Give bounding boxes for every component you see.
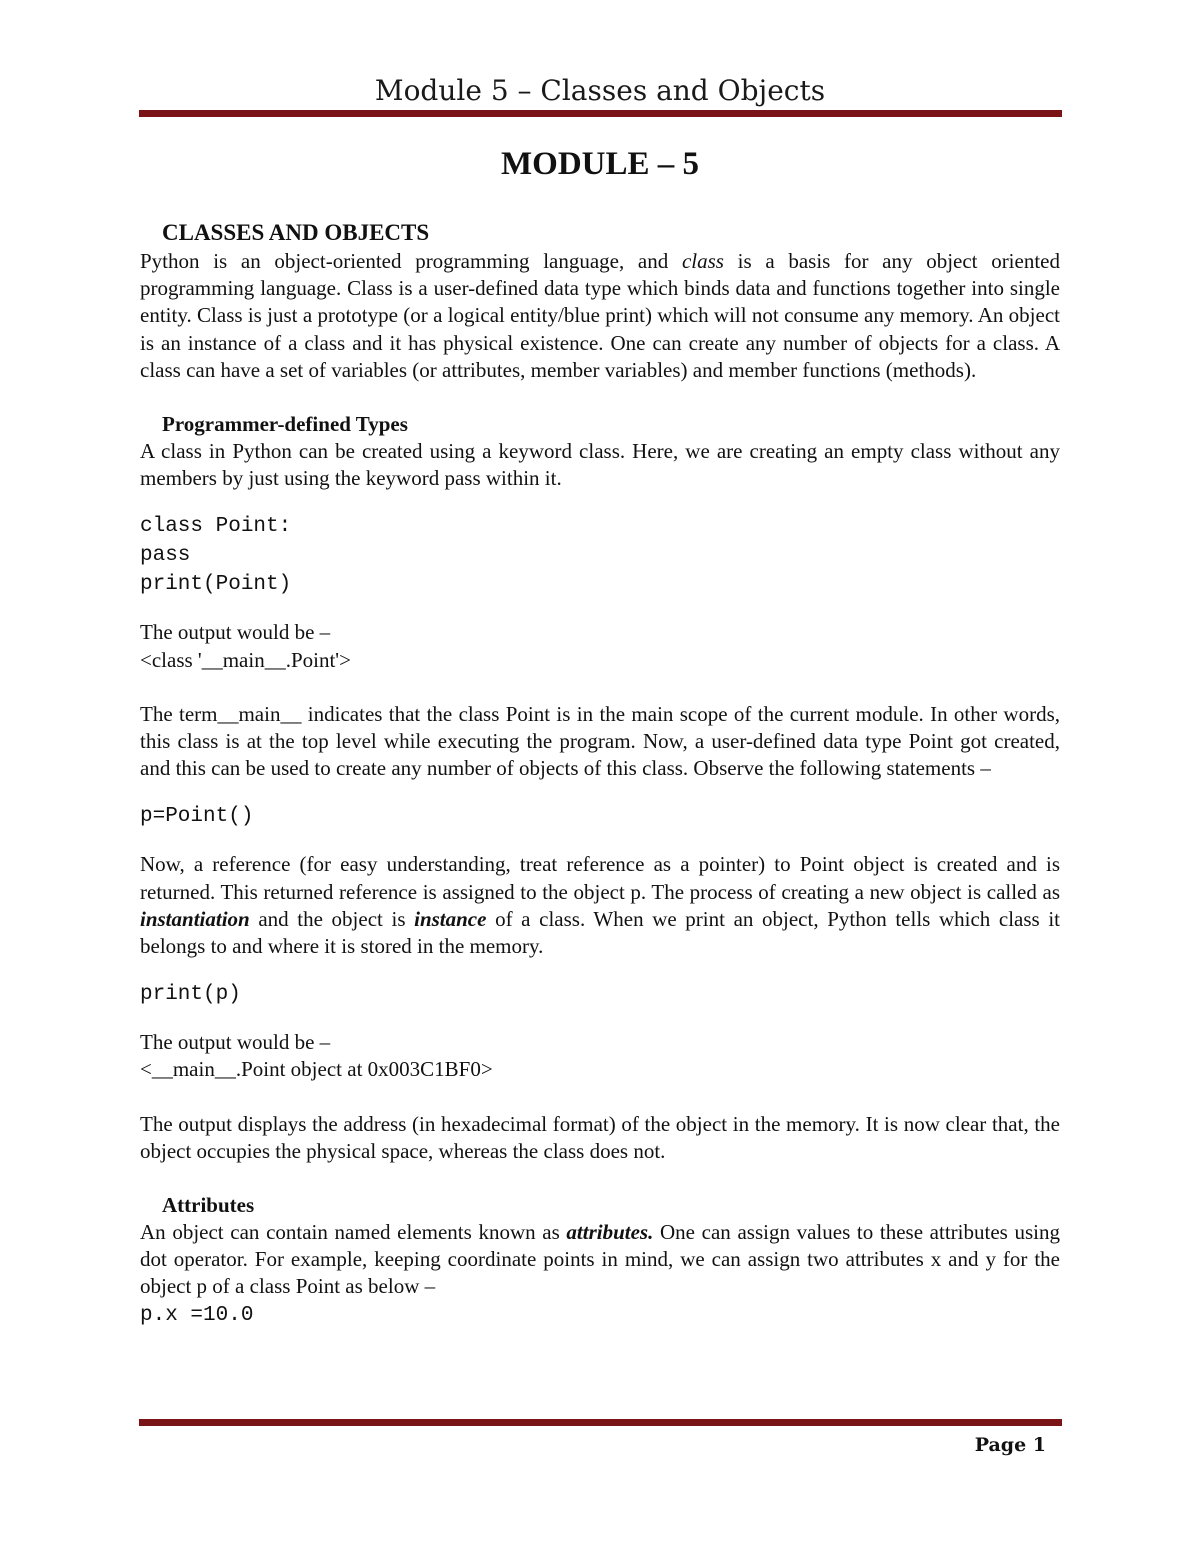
paragraph-classes-intro: Python is an object-oriented programming language, and class is a basis for any object oriented programming language. Class is a user-defined data type which binds data and functions together into single entity. Class is just a prototype (or a logical entity/blue print) which will not consume any memory. An object is an instance of a class and it has physical existence. One can create any number of objects for a class. A class can have a set of variables (or attributes, member variables) and member functions (methods). xyxy=(140,249,1060,382)
paragraph-address: The output displays the address (in hexadecimal format) of the object in the memory. It is now clear that, the object occupies the physical space, whereas the class does not. xyxy=(140,1111,1060,1163)
section-heading-attributes: Attributes xyxy=(162,1193,255,1218)
section-heading-classes: CLASSES AND OBJECTS xyxy=(162,220,430,245)
output-value: <__main__.Point object at 0x003C1BF0> xyxy=(140,1057,493,1082)
section-heading-types: Programmer-defined Types xyxy=(162,412,408,437)
code-line: print(p) xyxy=(140,983,241,1007)
output-label: The output would be – xyxy=(140,1030,331,1055)
output-label: The output would be – xyxy=(140,620,331,645)
header-rule xyxy=(139,110,1062,117)
output-value: <class '__main__.Point'> xyxy=(140,647,351,672)
code-line: class Point: xyxy=(140,515,292,539)
code-line: print(Point) xyxy=(140,573,292,597)
paragraph-instantiation: Now, a reference (for easy understanding, treat reference as a pointer) to Point object is created and is returned. This returned reference is assigned to the object p. The process of creating a new object is called as instantiation and the object is instance of a class. When we print an object, Python tells which class it belongs to and where it is stored in the memory. xyxy=(140,852,1060,959)
paragraph-main-scope: The term__main__ indicates that the class Point is in the main scope of the current module. In other words, this class is at the top level while executing the program. Now, a user-defined data type Point got created, and this can be used to create any number of objects of this class. Observe the following statements – xyxy=(140,701,1060,781)
code-line: p=Point() xyxy=(140,805,254,829)
paragraph-types-intro: A class in Python can be created using a keyword class. Here, we are creating an empty class without any members by just using the keyword pass within it. xyxy=(140,439,1060,491)
document-body xyxy=(140,218,1060,1330)
footer-rule xyxy=(139,1419,1062,1426)
page-number: Page 1 xyxy=(974,1434,1046,1456)
paragraph-attributes: An object can contain named elements known as attributes. One can assign values to these attributes using dot operator. For example, keeping coordinate points in mind, we can assign two attributes x and y for the object p of a class Point as below – xyxy=(140,1220,1060,1299)
code-line: p.x =10.0 xyxy=(140,1303,254,1327)
code-line: pass xyxy=(140,544,191,568)
running-header-title: Module 5 – Classes and Objects xyxy=(374,74,826,107)
module-title: MODULE – 5 xyxy=(501,146,699,182)
